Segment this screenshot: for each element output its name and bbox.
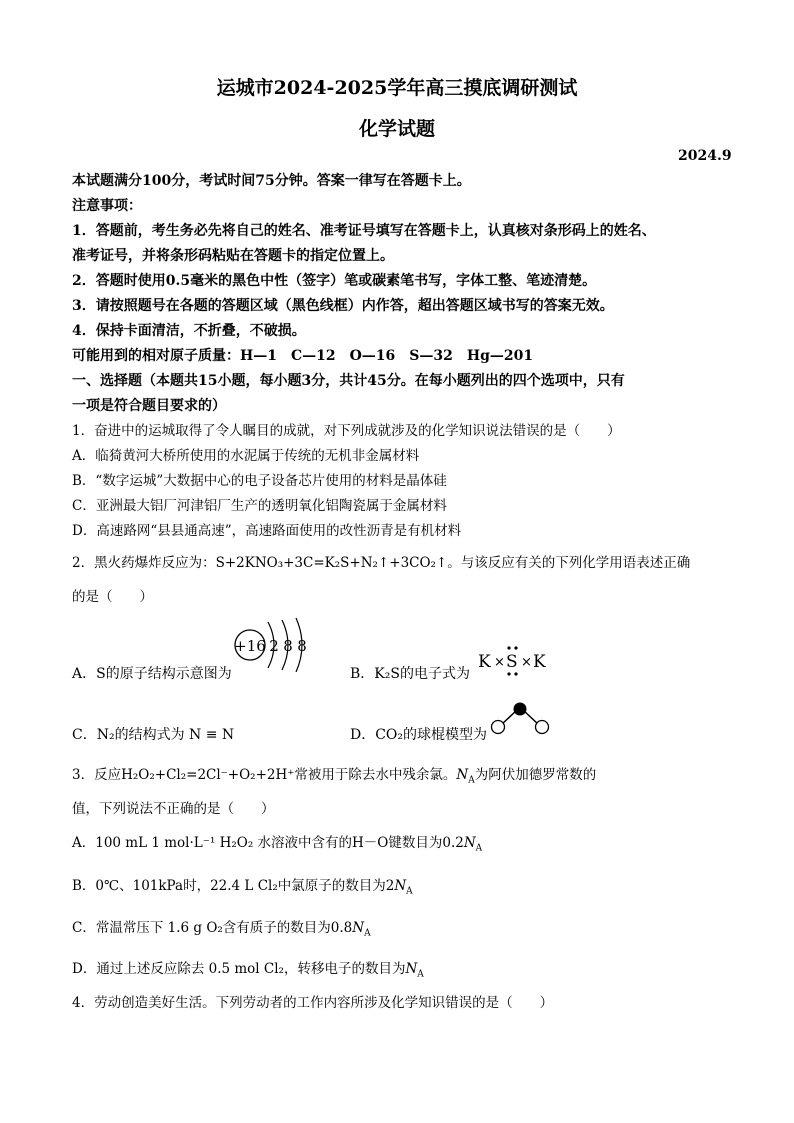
notice-item: 准考证号，并将条形码粘贴在答题卡的指定位置上。 [72, 248, 394, 264]
avogadro-symbol: N [463, 835, 476, 851]
q3-option-text: D．通过上述反应除去 0.5 mol Cl₂，转移电子的数目为 [72, 961, 406, 977]
q1-stem: 1．奋进中的运城取得了令人瞩目的成就，对下列成就涉及的化学知识说法错误的是（ ） [72, 423, 621, 439]
q3-stem-text-end: 为阿伏加德罗常数的 [474, 767, 597, 783]
exam-date: 2024.9 [678, 148, 732, 164]
q2-option-a: A．S的原子结构示意图为 [72, 666, 232, 682]
q2-option-d: D．CO₂的球棍模型为 [350, 727, 488, 743]
q3-stem-text: 3．反应 [72, 767, 122, 783]
shell-electrons-2: 8 [283, 637, 293, 655]
q3-option-text: A．100 mL 1 mol·L⁻¹ H₂O₂ 水溶液中含有的H－O键数目为0.2 [72, 835, 464, 851]
q2-option-b: B．K₂S的电子式为 [350, 666, 470, 682]
lewis-cross-right: × [521, 655, 532, 670]
q1-option-c: C．亚洲最大铝厂河津铝厂生产的透明氧化铝陶瓷属于金属材料 [72, 498, 447, 514]
notice-item: 4．保持卡面清洁，不折叠，不破损。 [72, 323, 306, 339]
notice-item: 2．答题时使用0.5毫米的黑色中性（签字）笔或碳素笔书写，字体工整、笔迹清楚。 [72, 273, 597, 289]
avogadro-symbol: N [352, 920, 365, 936]
lewis-k-left: K [478, 652, 491, 672]
q3-option-d [72, 959, 424, 979]
sulfur-atom-diagram [232, 612, 312, 672]
shell-electrons-3: 8 [297, 637, 307, 655]
avogadro-subscript: A [364, 928, 371, 939]
subject-title: 化学试题 [358, 118, 435, 140]
q3-stem [72, 765, 596, 785]
nucleus-charge: +16 [234, 637, 266, 655]
q2-stem-end: 的是（ ） [72, 589, 153, 605]
q2-stem-text: 2．黑火药爆炸反应为： [72, 555, 216, 571]
avogadro-symbol: N [456, 767, 469, 783]
q3-stem-cont: 值，下列说法不正确的是（ ） [72, 801, 275, 817]
k2s-electron-formula [474, 640, 554, 680]
q1-option-b: B．“数字运城”大数据中心的电子设备芯片使用的材料是晶体硅 [72, 473, 447, 489]
exam-title: 运城市2024-2025学年高三摸底调研测试 [216, 77, 578, 99]
section-heading: 一、选择题（本题共15小题，每小题3分，共计45分。在每小题列出的四个选项中，只有 [72, 373, 625, 389]
intro-text: 本试题满分100分，考试时间75分钟。答案一律写在答题卡上。 [72, 173, 471, 189]
q2-stem [72, 553, 690, 573]
q3-option-text: B．0℃、101kPa时，22.4 L Cl₂中氯原子的数目为2 [72, 878, 395, 894]
q2-option-c: C．N₂的结构式为 N ≡ N [72, 727, 235, 743]
q2-equation: S+2KNO₃+3C=K₂S+N₂↑+3CO₂↑ [215, 555, 448, 571]
section-heading-cont: 一项是符合题目要求的） [72, 398, 226, 414]
q3-option-text: C．常温常压下 1.6 g O₂含有质子的数目为0.8 [72, 920, 353, 936]
q1-option-d: D．高速路网“县县通高速”，高速路面使用的改性沥青是有机材料 [72, 523, 462, 539]
q3-option-c [72, 918, 371, 938]
q2-stem-text-cont: 。与该反应有关的下列化学用语表述正确 [447, 555, 691, 571]
avogadro-subscript: A [406, 886, 413, 897]
co2-ball-stick-model [490, 700, 550, 736]
q4-stem: 4．劳动创造美好生活。下列劳动者的工作内容所涉及化学知识错误的是（ ） [72, 995, 554, 1011]
avogadro-subscript: A [417, 969, 424, 980]
avogadro-subscript: A [468, 775, 475, 786]
q3-option-a [72, 833, 482, 853]
q3-option-b [72, 876, 413, 896]
avogadro-symbol: N [405, 961, 418, 977]
notice-item: 3．请按照题号在各题的答题区域（黑色线框）内作答，超出答题区域书写的答案无效。 [72, 298, 614, 314]
lewis-cross-left: × [494, 655, 505, 670]
notice-item: 1．答题前，考生务必先将自己的姓名、准考证号填写在答题卡上，认真核对条形码上的姓名、 [72, 223, 656, 239]
q3-stem-text-cont: 常被用于除去水中残余氯。 [294, 767, 457, 783]
q1-option-a: A．临猗黄河大桥所使用的水泥属于传统的无机非金属材料 [72, 448, 420, 464]
atomic-masses: 可能用到的相对原子质量：H—1 C—12 O—16 S—32 Hg—201 [72, 348, 534, 364]
lewis-k-right: K [533, 652, 546, 672]
lewis-s: S [506, 652, 518, 672]
avogadro-subscript: A [475, 843, 483, 854]
shell-electrons-1: 2 [269, 637, 279, 655]
q3-equation: H₂O₂+Cl₂=2Cl⁻+O₂+2H⁺ [121, 767, 295, 783]
notice-heading: 注意事项： [72, 198, 142, 214]
avogadro-symbol: N [394, 878, 407, 894]
